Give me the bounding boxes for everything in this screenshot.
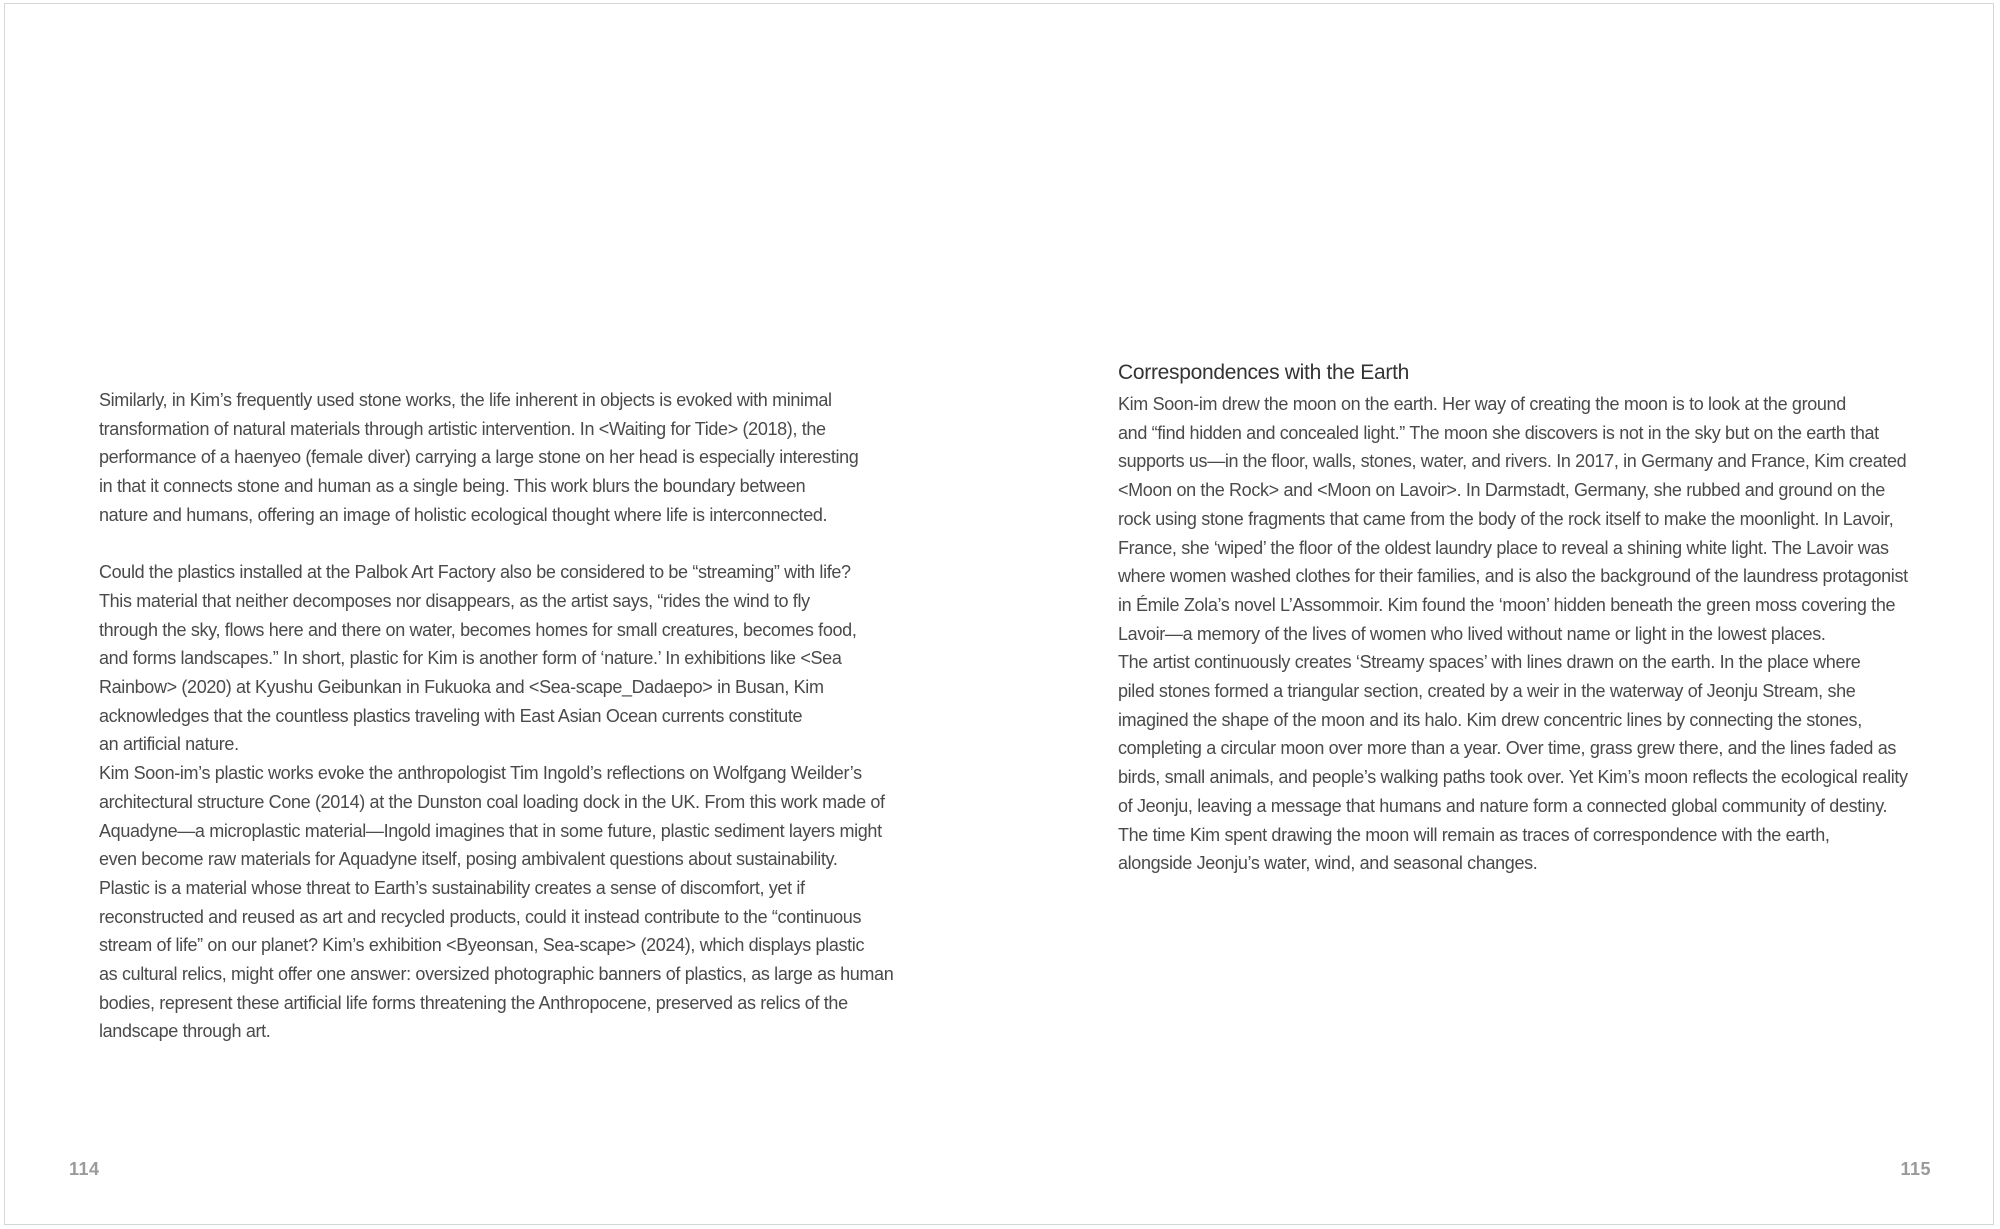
right-page xyxy=(1000,4,1995,1224)
page-number-left: 114 xyxy=(69,1159,100,1179)
book-spread xyxy=(4,3,1994,1225)
body-paragraph: Could the plastics installed at the Palbok Art Factory also be considered to be “streaming” with life? This material that neither decomposes nor disappears, as the artist says, “rides the wind to fly through the sky, flows here and there on water, becomes homes for small creatures, becomes food, and forms landscapes.” In short, plastic for Kim is another form of ‘nature.’ In exhibitions like <Sea Rainbow> (2020) at Kyushu Geibunkan in Fukuoka and <Sea-scape_Dadaepo> in Busan, Kim acknowledges that the countless plastics traveling with East Asian Ocean currents constitute an artificial nature. xyxy=(99,562,857,755)
body-paragraph: Kim Soon-im drew the moon on the earth. Her way of creating the moon is to look at the ground and “find hidden and concealed light.” The moon she discovers is not in the sky but on the earth that supports us—in the floor, walls, stones, water, and rivers. In 2017, in Germany and France, Kim created <Moon on the Rock> and <Moon on Lavoir>. In Darmstadt, Germany, she rubbed and ground on the rock using stone fragments that came from the body of the rock itself to make the moonlight. In Lavoir, France, she ‘wiped’ the floor of the oldest laundry place to reveal a shining white light. The Lavoir was where women washed clothes for their families, and is also the background of the laundress protagonist in Émile Zola’s novel L’Assommoir. Kim found the ‘moon’ hidden beneath the green moss covering the Lavoir—a memory of the lives of women who lived without name or light in the lowest places. xyxy=(1118,394,1908,644)
right-page-body xyxy=(1118,358,1928,878)
left-page xyxy=(5,4,1000,1224)
body-paragraph: Similarly, in Kim’s frequently used stone works, the life inherent in objects is evoked with minimal transformation of natural materials through artistic intervention. In <Waiting for Tide> (2018), the performance of a haenyeo (female diver) carrying a large stone on her head is especially interesting in that it connects stone and human as a single being. This work blurs the boundary between nature and humans, offering an image of holistic ecological thought where life is interconnected. xyxy=(99,390,859,525)
page-number-right: 115 xyxy=(1900,1159,1931,1179)
left-page-body xyxy=(99,386,909,1046)
section-heading: Correspondences with the Earth xyxy=(1118,361,1409,384)
body-paragraph: Kim Soon-im’s plastic works evoke the anthropologist Tim Ingold’s reflections on Wolfgang Weilder’s architectural structure Cone (2014) at the Dunston coal loading dock in the UK. From this work made of Aquadyne—a microplastic material—Ingold imagines that in some future, plastic sediment layers might even become raw materials for Aquadyne itself, posing ambivalent questions about sustainability. Plastic is a material whose threat to Earth’s sustainability creates a sense of discomfort, yet if reconstructed and reused as art and recycled products, could it instead contribute to the “continuous stream of life” on our planet? Kim’s exhibition <Byeonsan, Sea-scape> (2024), which displays plastic as cultural relics, might offer one answer: oversized photographic banners of plastics, as large as human bodies, represent these artificial life forms threatening the Anthropocene, preserved as relics of the landscape through art. xyxy=(99,763,894,1042)
body-paragraph: The artist continuously creates ‘Streamy spaces’ with lines drawn on the earth. In the place where piled stones formed a triangular section, created by a weir in the waterway of Jeonju Stream, she imagined the shape of the moon and its halo. Kim drew concentric lines by connecting the stones, completing a circular moon over more than a year. Over time, grass grew there, and the lines faded as birds, small animals, and people’s walking paths took over. Yet Kim’s moon reflects the ecological reality of Jeonju, leaving a message that humans and nature form a connected global community of destiny. The time Kim spent drawing the moon will remain as traces of correspondence with the earth, alongside Jeonju’s water, wind, and seasonal changes. xyxy=(1118,652,1908,874)
